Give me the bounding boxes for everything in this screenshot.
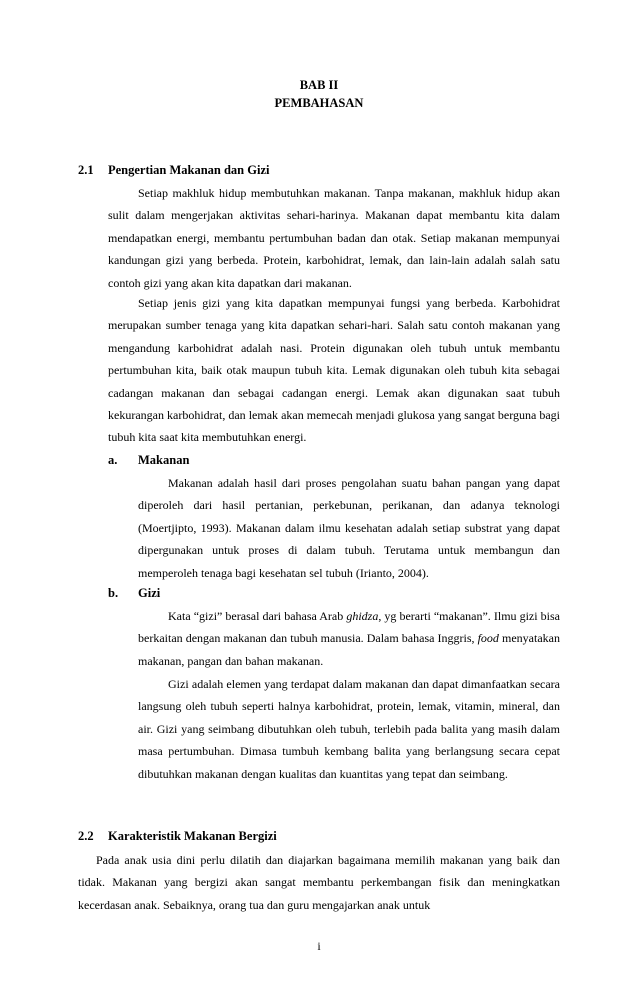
paragraph: Gizi adalah elemen yang terdapat dalam makanan dan dapat dimanfaatkan secara langsung oleh tubuh seperti halnya karbohidrat, protein, lemak, vitamin, mineral, dan air. Gizi yang seimbang dibutuhkan oleh tubuh, terlebih pada balita yang masih dalam masa pertumbuhan. Dimasa tumbuh kembang balita yang berlangsung secara cepat dibutuhkan makanan dengan kualitas dan kuantitas yang tepat dan seimbang. (138, 677, 560, 781)
text-run: , yg berarti “makanan”. Ilmu gizi bisa berkaitan dengan makanan dan tubuh manusia. Dalam bahasa Inggris, (138, 609, 560, 646)
paragraph: Setiap makhluk hidup membutuhkan makanan. Tanpa makanan, makhluk hidup akan sulit dalam mengerjakan aktivitas sehari-harinya. Makanan dapat membantu kita dalam mendapatkan energi, membantu pertumbuhan badan dan otak. Setiap makanan mempunyai kandungan gizi yang berbeda. Protein, karbohidrat, lemak, dan lain-lain adalah salah satu contoh gizi yang akan kita dapatkan dari makanan. (108, 186, 560, 290)
list-marker: b. (108, 586, 119, 600)
section-title: Pengertian Makanan dan Gizi (108, 163, 270, 177)
italic-term: ghidza (346, 609, 379, 623)
paragraph: Makanan adalah hasil dari proses pengolahan suatu bahan pangan yang dapat diperoleh dari hasil pertanian, perkebunan, perikanan, dan adanya teknologi (Moertjipto, 1993). Makanan dalam ilmu kesehatan adalah setiap substrat yang dapat dipergunakan untuk proses di dalam tubuh. Terutama untuk membangun dan memperoleh tenaga bagi kesehatan sel tubuh (Irianto, 2004). (138, 476, 560, 580)
paragraph: Setiap jenis gizi yang kita dapatkan mempunyai fungsi yang berbeda. Karbohidrat merupakan sumber tenaga yang kita dapatkan sehari-hari. Salah satu contoh makanan yang mengandung karbohidrat adalah nasi. Protein digunakan oleh tubuh untuk membantu pertumbuhan kita, baik otak maupun tubuh kita. Lemak digunakan oleh tubuh kita sebagai cadangan makanan dan sebagai cadangan energi. Lemak akan digunakan saat tubuh kekurangan karbohidrat, dan lemak akan memecah menjadi glukosa yang sangat berguna bagi tubuh kita saat kita membutuhkan energi. (108, 296, 560, 445)
section-number: 2.2 (78, 829, 94, 843)
section-title: Karakteristik Makanan Bergizi (108, 829, 277, 843)
subsection-title: Makanan (138, 453, 190, 467)
text-run: Kata “gizi” berasal dari bahasa Arab (168, 609, 347, 623)
section-number: 2.1 (78, 163, 94, 177)
paragraph (138, 605, 560, 672)
subsection-title: Gizi (138, 586, 161, 600)
chapter-title: PEMBAHASAN (274, 96, 364, 110)
italic-term: food (477, 631, 499, 646)
chapter-label: BAB II (299, 78, 339, 92)
page-number: i (317, 939, 321, 953)
list-marker: a. (108, 453, 118, 467)
text-run: menyatakan makanan, pangan dan bahan makanan. (138, 631, 560, 668)
paragraph: Pada anak usia dini perlu dilatih dan diajarkan bagaimana memilih makanan yang baik dan tidak. Makanan yang bergizi akan sangat membantu perkembangan fisik dan meningkatkan kecerdasan anak. Sebaiknya, orang tua dan guru mengajarkan anak untuk (78, 853, 560, 912)
